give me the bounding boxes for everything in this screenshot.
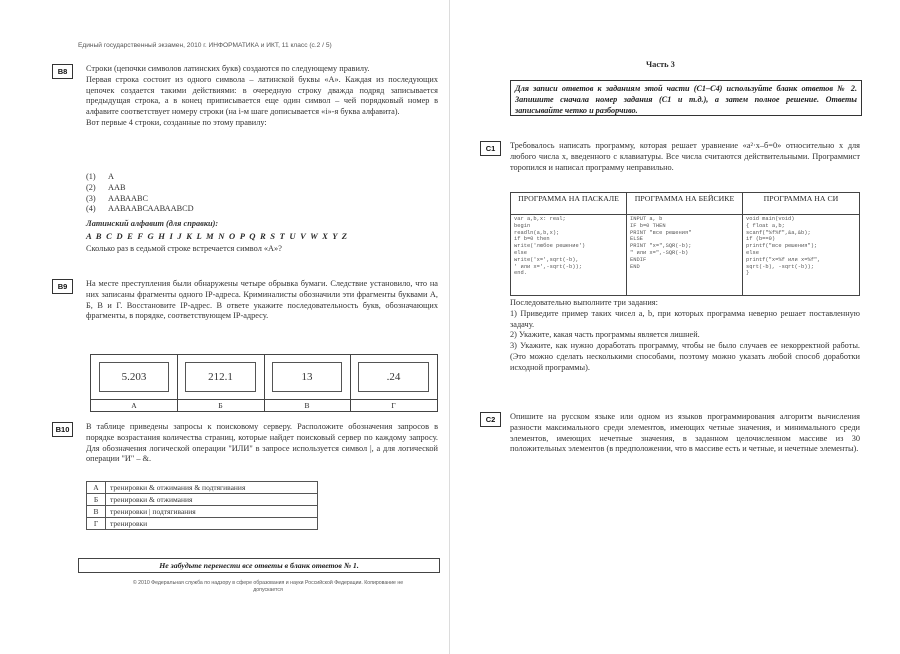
table-row: Б тренировки & отжимания: [87, 494, 318, 506]
program-code-basic: INPUT a, b IF b=0 THEN PRINT "все решения" ELSE PRINT "x=",SQR(-b); " или x=",-SQR(-b) ENDIF END: [627, 215, 743, 295]
page-header: Единый государственный экзамен, 2010 г. ИНФОРМАТИКА и ИКТ, 11 класс (с.2 / 5): [78, 42, 332, 49]
c1-task: 2) Укажите, какая часть программы является лишней.: [510, 330, 700, 340]
transfer-answers-notice: Не забудьте перенести все ответы в бланк ответов № 1.: [78, 558, 440, 573]
table-row: Г тренировки: [87, 518, 318, 530]
table-row: В тренировки | подтягивания: [87, 506, 318, 518]
right-page: [450, 0, 900, 654]
fragment-cell: [350, 355, 437, 399]
fragment-label: В: [264, 399, 351, 412]
question-label-b9: B9: [52, 279, 73, 294]
part-instruction: Для записи ответов к заданиям этой части (С1–С4) используйте бланк ответов № 2. Запишите сначала номер задания (С1 и т.д.), а затем полное решение. Ответы записывайте четко и разборчиво.: [510, 80, 862, 116]
fragment-card: 212.1: [185, 362, 256, 392]
b8-question: Сколько раз в седьмой строке встречается символ «А»?: [86, 244, 282, 253]
fragment-cell: [177, 355, 265, 399]
program-code-c: void main(void) { float a,b; scanf("%f%f",&a,&b); if (b==0) printf("все решения"); else printf("x=%f или x=%f", sqrt(-b), -sqrt(-b)); }: [746, 216, 821, 277]
c1-task: 3) Укажите, как нужно доработать программу, чтобы не было случаев ее некорректной работы. (Это можно сделать несколькими способами, поэтому можно указать любой способ доработки исходной программы).: [510, 341, 860, 372]
b10-text: В таблице приведены запросы к поисковому серверу. Расположите обозначения запросов в порядке возрастания количества страниц, которые найдет поисковый сервер по каждому запросу. Для обозначения логической операции "ИЛИ" в запросе используется символ |, а для логической операции "И" – &.: [86, 422, 438, 464]
program-code-pascal: var a,b,x: real; begin readln(a,b,x); if b=0 then write('любое решение') else write('x=',sqrt(-b), ' или x=',-sqrt(-b)); end.: [511, 215, 627, 295]
list-item: (3) ААВААВС: [86, 193, 149, 203]
c2-text: Опишите на русском языке или одном из языков программирования алгоритм вычисления разности максимального среди элементов, имеющих четные значения, и минимального среди элементов, имеющих нечетные значения, в заданном целочисленном массиве из 30 положительных элементов (в предположении, что в массиве есть и четные, и нечетные элементы).: [510, 412, 860, 454]
b9-text: На месте преступления были обнаружены четыре обрывка бумаги. Следствие установило, что на них записаны фрагменты одного IP-адреса. Криминалисты обозначили эти фрагменты буквами А, Б, В и Г. Восстановите IP-адрес. В ответе укажите последовательность букв, обозначающих фрагменты, в порядке, соответствующем IP-адресу.: [86, 279, 438, 321]
latin-alphabet: A B C D E F G H I J K L M N O P Q R S T U V W X Y Z: [86, 231, 349, 241]
part-title: Часть 3: [646, 60, 675, 69]
c1-text: Требовалось написать программу, которая решает уравнение «а²·х–б=0» относительно х для любого числа х, введенного с клавиатуры. Все числа считаются действительными. Программист торопился и написал программу неправильно.: [510, 141, 860, 172]
c1-tasks-intro: Последовательно выполните три задания:: [510, 298, 658, 307]
programs-table: [510, 192, 860, 296]
fragment-card: .24: [358, 362, 429, 392]
b8-strings-list: [86, 172, 194, 215]
fragment-label: Г: [350, 399, 437, 412]
c1-tasks: [510, 298, 860, 374]
alphabet-caption: Латинский алфавит (для справки):: [86, 219, 219, 228]
list-item: (1) А: [86, 172, 114, 181]
table-row: А тренировки & отжимания & подтягивания: [87, 482, 318, 494]
fragment-cell: [91, 355, 178, 399]
question-label-c1: С1: [480, 141, 501, 156]
page-footer: © 2010 Федеральная служба по надзору в сфере образования и науки Российской Федерации. Копирование не допускается: [132, 580, 404, 593]
question-label-b8: B8: [52, 64, 73, 79]
question-label-b10: B10: [52, 422, 73, 437]
list-item: (2) ААВ: [86, 182, 126, 192]
fragment-cell: [264, 355, 351, 399]
fragment-label: А: [91, 399, 178, 412]
fragment-card: 13: [272, 362, 342, 392]
fragment-label: Б: [177, 399, 265, 412]
list-item: (4) ААВААВСААВААВСD: [86, 204, 194, 214]
program-header: ПРОГРАММА НА ПАСКАЛЕ: [511, 193, 627, 215]
question-label-c2: С2: [480, 412, 501, 427]
program-header: ПРОГРАММА НА БЕЙСИКЕ: [627, 193, 743, 215]
fragments-table: [90, 354, 438, 412]
b8-paragraph: Строки (цепочки символов латинских букв) создаются по следующему правилу.: [86, 64, 370, 73]
b8-paragraph: Вот первые 4 строки, созданные по этому правилу:: [86, 117, 267, 127]
c1-task: 1) Приведите пример таких чисел а, b, при которых программа неверно решает поставленную задачу.: [510, 308, 860, 329]
fragment-card: 5.203: [99, 362, 169, 392]
program-header: ПРОГРАММА НА СИ: [743, 193, 859, 215]
b8-text: [86, 64, 438, 129]
queries-table: [86, 481, 318, 530]
b8-paragraph: Первая строка состоит из одного символа – латинской буквы «А». Каждая из последующих цепочек создается такими действиями: в очередную строку дважда подряд записывается предыдущая строка, а в конец приписывается еще один символ – чей порядковый номер в алфавите соответствует номеру строки (на i-м шаге дописывается «i»-я буква алфавита).: [86, 74, 438, 117]
